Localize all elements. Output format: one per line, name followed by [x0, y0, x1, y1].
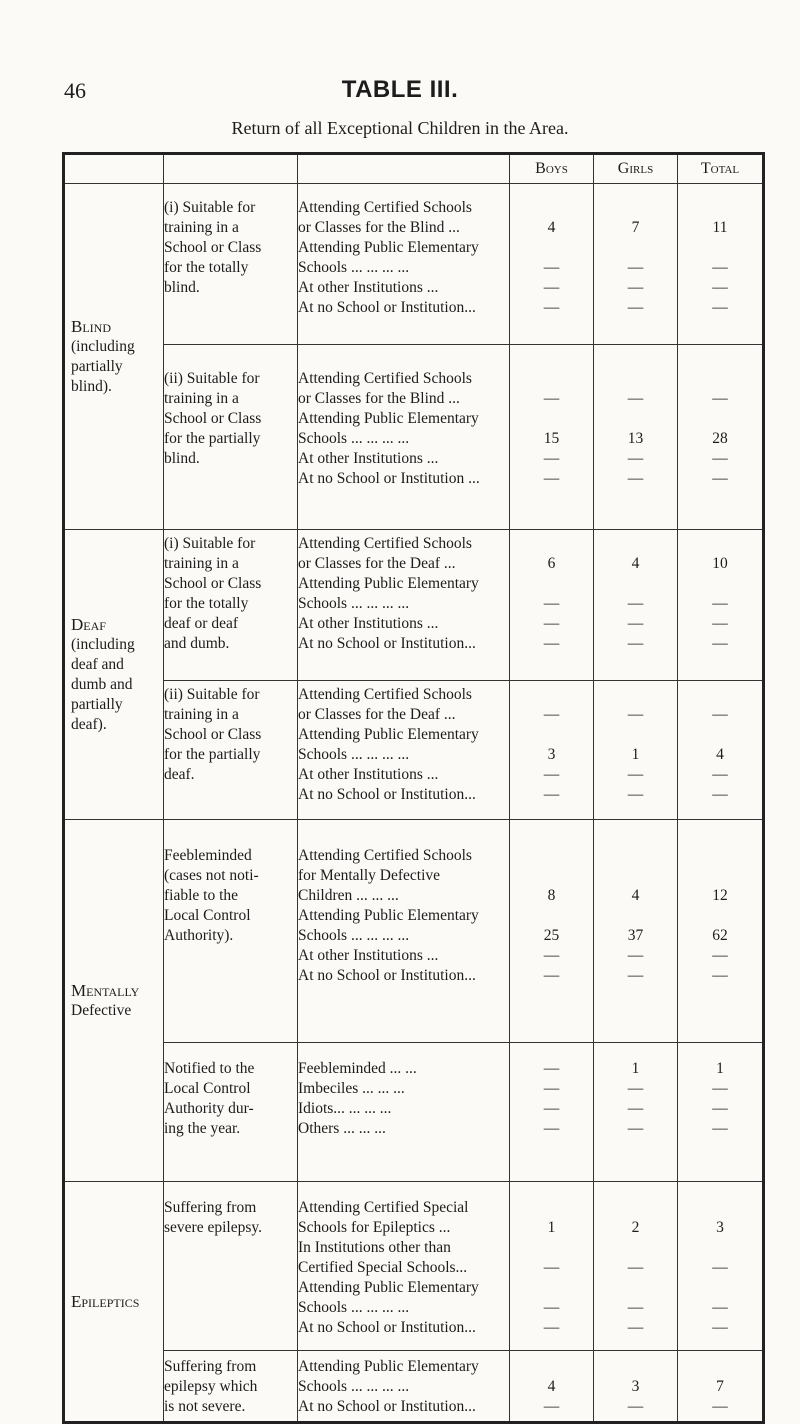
spacer	[510, 369, 593, 389]
page-number: 46	[64, 78, 86, 103]
category-label-line: Defective	[71, 1001, 132, 1019]
total-value: —	[712, 1319, 728, 1336]
girls-value: —	[627, 1319, 644, 1336]
girls-value: —	[627, 470, 644, 487]
boys-value: 8	[547, 887, 556, 904]
spacer	[594, 725, 677, 745]
boys-value: —	[543, 1398, 560, 1415]
total-value: 1	[716, 1060, 724, 1077]
attendance-line: At no School or Institution...	[298, 967, 476, 984]
girls-value: 4	[631, 555, 640, 572]
category-label	[64, 820, 164, 1182]
category-label	[64, 1182, 164, 1423]
girls-value: 13	[627, 430, 644, 447]
total-value: —	[712, 450, 728, 467]
total-column-cell	[678, 1182, 764, 1351]
group-description-line: for the totally	[164, 259, 249, 276]
spacer	[594, 1198, 677, 1218]
boys-value: —	[543, 1120, 560, 1137]
boys-value: —	[543, 595, 560, 612]
group-description-line: training in a	[164, 706, 239, 723]
category-label	[64, 184, 164, 530]
group-description-line: (i) Suitable for	[164, 199, 256, 216]
boys-value: 3	[547, 746, 556, 763]
attendance-line: Attending Public Elementary	[298, 1279, 479, 1296]
group-description	[164, 1043, 298, 1182]
page-title: TABLE III.	[341, 76, 459, 103]
attendance-line: or Classes for the Blind ...	[298, 219, 460, 236]
exceptional-children-table	[62, 152, 765, 1424]
total-value: —	[712, 947, 728, 964]
total-value: —	[712, 967, 728, 984]
attendance-line: At other Institutions ...	[298, 615, 439, 632]
girls-value: —	[627, 1120, 644, 1137]
attendance-line: Schools ... ... ... ...	[298, 430, 410, 447]
girls-value: —	[627, 279, 644, 296]
girls-column-cell	[594, 820, 678, 1043]
group-description-line: School or Class	[164, 726, 262, 743]
group-description-line: School or Class	[164, 410, 262, 427]
group-description	[164, 820, 298, 1043]
boys-column-cell	[510, 1182, 594, 1351]
girls-column-cell	[594, 681, 678, 820]
total-value: —	[712, 390, 728, 407]
header-boys: Boys	[510, 154, 594, 184]
page-subtitle: Return of all Exceptional Children in the Area.	[231, 118, 569, 138]
total-column-cell	[678, 1043, 764, 1182]
boys-value: —	[543, 1080, 560, 1097]
group-description-line: School or Class	[164, 239, 262, 256]
attendance-line: Schools ... ... ... ...	[298, 927, 410, 944]
group-description-line: training in a	[164, 555, 239, 572]
total-value: 7	[716, 1378, 724, 1395]
category-label-line: Deaf	[71, 614, 106, 634]
table-row	[64, 1043, 764, 1182]
attendance-line: At no School or Institution...	[298, 786, 476, 803]
category-label-line: deaf and	[71, 655, 124, 673]
attendance-line: At other Institutions ...	[298, 766, 439, 783]
girls-value: —	[627, 1100, 644, 1117]
spacer	[678, 846, 762, 866]
girls-value: —	[627, 390, 644, 407]
girls-value: 1	[631, 746, 640, 763]
girls-value: —	[627, 595, 644, 612]
table-row	[64, 1351, 764, 1423]
boys-column-cell	[510, 184, 594, 345]
spacer	[678, 685, 762, 705]
spacer	[594, 534, 677, 554]
total-value: —	[712, 1299, 728, 1316]
total-value: 12	[712, 887, 728, 904]
attendance-line: Children ... ... ...	[298, 887, 399, 904]
group-description-line: (cases not noti-	[164, 867, 259, 884]
group-description-line: (ii) Suitable for	[164, 370, 260, 387]
girls-column-cell	[594, 530, 678, 681]
attendance-line: At other Institutions ...	[298, 279, 439, 296]
spacer	[678, 198, 762, 218]
group-description-line: ing the year.	[164, 1120, 241, 1137]
attendance-line: Feebleminded ... ...	[298, 1060, 417, 1077]
spacer	[678, 409, 762, 429]
attendance-line: Certified Special Schools...	[298, 1259, 468, 1276]
total-value: —	[712, 1120, 728, 1137]
attendance-line: Attending Certified Schools	[298, 370, 472, 387]
spacer	[678, 238, 762, 258]
boys-value: —	[543, 259, 560, 276]
attendance-line: Attending Public Elementary	[298, 726, 479, 743]
boys-value: —	[543, 279, 560, 296]
boys-value: —	[543, 766, 560, 783]
group-description-line: Suffering from	[164, 1358, 257, 1375]
spacer	[594, 685, 677, 705]
attendance-line: At no School or Institution...	[298, 1398, 476, 1415]
spacer	[510, 1278, 593, 1298]
total-value: —	[712, 595, 728, 612]
girls-value: —	[627, 766, 644, 783]
girls-value: —	[627, 1398, 644, 1415]
total-value: 62	[712, 927, 728, 944]
boys-column-cell	[510, 820, 594, 1043]
category-label-line: partially	[71, 695, 123, 713]
total-value: —	[712, 615, 728, 632]
attendance-line: At no School or Institution...	[298, 635, 476, 652]
attendance-line: At no School or Institution ...	[298, 470, 480, 487]
attendance-list	[298, 184, 510, 345]
attendance-line: In Institutions other than	[298, 1239, 451, 1256]
attendance-line: Attending Public Elementary	[298, 575, 479, 592]
category-label-line: Epileptics	[71, 1291, 140, 1311]
group-description-line: deaf or deaf	[164, 615, 239, 632]
girls-value: 4	[631, 887, 640, 904]
girls-value: —	[627, 1259, 644, 1276]
category-label-line: partially	[71, 357, 123, 375]
boys-column-cell	[510, 681, 594, 820]
total-value: 4	[716, 746, 724, 763]
total-value: —	[712, 706, 728, 723]
group-description	[164, 1351, 298, 1423]
boys-value: 4	[547, 219, 556, 236]
group-description-line: School or Class	[164, 575, 262, 592]
spacer	[594, 198, 677, 218]
total-value: 28	[712, 430, 728, 447]
header-blank-category	[64, 154, 164, 184]
group-description-line: fiable to the	[164, 887, 239, 904]
attendance-list	[298, 530, 510, 681]
group-description-line: Local Control	[164, 907, 251, 924]
boys-column-cell	[510, 1043, 594, 1182]
group-description	[164, 1182, 298, 1351]
group-description-line: training in a	[164, 390, 239, 407]
group-description-line: blind.	[164, 450, 200, 467]
boys-value: 6	[547, 555, 556, 572]
table-row	[64, 1182, 764, 1351]
boys-value: —	[543, 635, 560, 652]
group-description-line: for the partially	[164, 746, 261, 763]
spacer	[510, 238, 593, 258]
total-value: —	[712, 786, 728, 803]
attendance-line: Schools for Epileptics ...	[298, 1219, 451, 1236]
total-value: —	[712, 1398, 728, 1415]
category-label-line: Blind	[71, 316, 111, 336]
category-label	[64, 530, 164, 820]
spacer	[594, 866, 677, 886]
group-description-line: Suffering from	[164, 1199, 257, 1216]
group-description-line: Authority dur-	[164, 1100, 254, 1117]
attendance-line: Imbeciles ... ... ...	[298, 1080, 405, 1097]
total-value: —	[712, 1100, 728, 1117]
boys-value: —	[543, 470, 560, 487]
boys-value: 4	[547, 1378, 556, 1395]
spacer	[510, 846, 593, 866]
boys-value: —	[543, 299, 560, 316]
attendance-line: Attending Public Elementary	[298, 1358, 479, 1375]
attendance-list	[298, 1182, 510, 1351]
spacer	[594, 369, 677, 389]
boys-value: —	[543, 1259, 560, 1276]
total-value: —	[712, 279, 728, 296]
girls-value: 2	[631, 1219, 640, 1236]
group-description-line: Authority).	[164, 927, 234, 944]
spacer	[510, 906, 593, 926]
girls-value: 37	[627, 927, 644, 944]
total-value: —	[712, 299, 728, 316]
header-blank-description	[164, 154, 298, 184]
group-description	[164, 681, 298, 820]
category-label-line: dumb and	[71, 675, 133, 693]
category-label-line: deaf).	[71, 715, 107, 733]
group-description	[164, 184, 298, 345]
girls-column-cell	[594, 1351, 678, 1423]
attendance-line: Attending Certified Special	[298, 1199, 469, 1216]
table-row	[64, 681, 764, 820]
group-description-line: deaf.	[164, 766, 195, 783]
girls-value: —	[627, 299, 644, 316]
spacer	[594, 574, 677, 594]
group-description-line: severe epilepsy.	[164, 1219, 262, 1236]
total-value: 3	[716, 1219, 724, 1236]
girls-value: —	[627, 706, 644, 723]
girls-value: —	[627, 450, 644, 467]
boys-value: —	[543, 1299, 560, 1316]
total-column-cell	[678, 184, 764, 345]
attendance-line: Schools ... ... ... ...	[298, 746, 410, 763]
girls-value: —	[627, 786, 644, 803]
spacer	[678, 1278, 762, 1298]
total-column-cell	[678, 1351, 764, 1423]
category-label-line: blind).	[71, 377, 112, 395]
spacer	[678, 1198, 762, 1218]
total-value: 10	[712, 555, 728, 572]
spacer	[510, 534, 593, 554]
group-description-line: for the totally	[164, 595, 249, 612]
group-description	[164, 345, 298, 530]
girls-value: —	[627, 635, 644, 652]
spacer	[594, 1238, 677, 1258]
attendance-line: At other Institutions ...	[298, 450, 439, 467]
total-column-cell	[678, 820, 764, 1043]
spacer	[594, 409, 677, 429]
total-value: 11	[712, 219, 728, 236]
spacer	[678, 1357, 762, 1377]
total-value: —	[712, 259, 728, 276]
attendance-line: Attending Certified Schools	[298, 847, 472, 864]
group-description-line: for the partially	[164, 430, 261, 447]
girls-value: —	[627, 947, 644, 964]
spacer	[678, 866, 762, 886]
category-label-line: Mentally	[71, 980, 140, 1000]
girls-value: —	[627, 1080, 644, 1097]
boys-value: —	[543, 786, 560, 803]
boys-value: 15	[543, 430, 560, 447]
spacer	[678, 534, 762, 554]
boys-value: —	[543, 615, 560, 632]
boys-value: —	[543, 390, 560, 407]
category-label-line: (including	[71, 337, 135, 355]
attendance-line: or Classes for the Deaf ...	[298, 555, 456, 572]
table-row	[64, 820, 764, 1043]
total-value: —	[712, 1080, 728, 1097]
spacer	[678, 369, 762, 389]
girls-column-cell	[594, 184, 678, 345]
attendance-line: Attending Certified Schools	[298, 686, 472, 703]
attendance-list	[298, 820, 510, 1043]
spacer	[678, 725, 762, 745]
category-label-line: (including	[71, 635, 135, 653]
group-description-line: (i) Suitable for	[164, 535, 256, 552]
boys-column-cell	[510, 1351, 594, 1423]
table-row	[64, 184, 764, 345]
attendance-line: Attending Public Elementary	[298, 239, 479, 256]
spacer	[510, 866, 593, 886]
total-column-cell	[678, 681, 764, 820]
attendance-line: Schools ... ... ... ...	[298, 1378, 410, 1395]
attendance-list	[298, 1351, 510, 1423]
boys-value: 25	[543, 927, 560, 944]
spacer	[510, 725, 593, 745]
attendance-line: Attending Certified Schools	[298, 535, 472, 552]
total-column-cell	[678, 530, 764, 681]
attendance-line: Schools ... ... ... ...	[298, 595, 410, 612]
attendance-line: Attending Public Elementary	[298, 410, 479, 427]
spacer	[678, 906, 762, 926]
boys-value: —	[543, 706, 560, 723]
spacer	[594, 238, 677, 258]
attendance-line: Attending Public Elementary	[298, 907, 479, 924]
attendance-line: At no School or Institution...	[298, 1319, 476, 1336]
attendance-line: or Classes for the Deaf ...	[298, 706, 456, 723]
boys-value: 1	[547, 1219, 556, 1236]
spacer	[510, 1198, 593, 1218]
girls-value: 1	[631, 1060, 640, 1077]
spacer	[510, 574, 593, 594]
header-girls: Girls	[594, 154, 678, 184]
spacer	[594, 1278, 677, 1298]
girls-value: —	[627, 259, 644, 276]
spacer	[594, 906, 677, 926]
attendance-list	[298, 681, 510, 820]
total-value: —	[712, 470, 728, 487]
boys-column-cell	[510, 345, 594, 530]
attendance-list	[298, 345, 510, 530]
total-value: —	[712, 766, 728, 783]
table-row	[64, 345, 764, 530]
attendance-line: Schools ... ... ... ...	[298, 1299, 410, 1316]
spacer	[594, 846, 677, 866]
group-description	[164, 530, 298, 681]
attendance-list	[298, 1043, 510, 1182]
girls-column-cell	[594, 1182, 678, 1351]
girls-value: —	[627, 615, 644, 632]
girls-column-cell	[594, 345, 678, 530]
group-description-line: Local Control	[164, 1080, 251, 1097]
total-value: —	[712, 635, 728, 652]
boys-value: —	[543, 450, 560, 467]
attendance-line: or Classes for the Blind ...	[298, 390, 460, 407]
group-description-line: and dumb.	[164, 635, 230, 652]
group-description-line: is not severe.	[164, 1398, 246, 1415]
boys-column-cell	[510, 530, 594, 681]
spacer	[678, 1238, 762, 1258]
girls-value: 7	[631, 219, 640, 236]
total-column-cell	[678, 345, 764, 530]
spacer	[510, 198, 593, 218]
spacer	[510, 1238, 593, 1258]
spacer	[510, 1357, 593, 1377]
boys-value: —	[543, 947, 560, 964]
group-description-line: training in a	[164, 219, 239, 236]
group-description-line: Feebleminded	[164, 847, 252, 864]
header-blank-attendance	[298, 154, 510, 184]
attendance-line: At other Institutions ...	[298, 947, 439, 964]
header-total: Total	[678, 154, 764, 184]
girls-value: —	[627, 1299, 644, 1316]
group-description-line: epilepsy which	[164, 1378, 258, 1395]
girls-value: —	[627, 967, 644, 984]
attendance-line: Schools ... ... ... ...	[298, 259, 410, 276]
spacer	[510, 409, 593, 429]
spacer	[678, 574, 762, 594]
attendance-line: Idiots... ... ... ...	[298, 1100, 392, 1117]
boys-value: —	[543, 967, 560, 984]
boys-value: —	[543, 1100, 560, 1117]
girls-value: 3	[631, 1378, 640, 1395]
boys-value: —	[543, 1319, 560, 1336]
group-description-line: (ii) Suitable for	[164, 686, 260, 703]
boys-value: —	[543, 1060, 560, 1077]
attendance-line: for Mentally Defective	[298, 867, 441, 884]
attendance-line: Attending Certified Schools	[298, 199, 472, 216]
total-value: —	[712, 1259, 728, 1276]
attendance-line: At no School or Institution...	[298, 299, 476, 316]
girls-column-cell	[594, 1043, 678, 1182]
attendance-line: Others ... ... ...	[298, 1120, 386, 1137]
table-row	[64, 530, 764, 681]
spacer	[510, 685, 593, 705]
group-description-line: blind.	[164, 279, 200, 296]
spacer	[594, 1357, 677, 1377]
group-description-line: Notified to the	[164, 1060, 255, 1077]
